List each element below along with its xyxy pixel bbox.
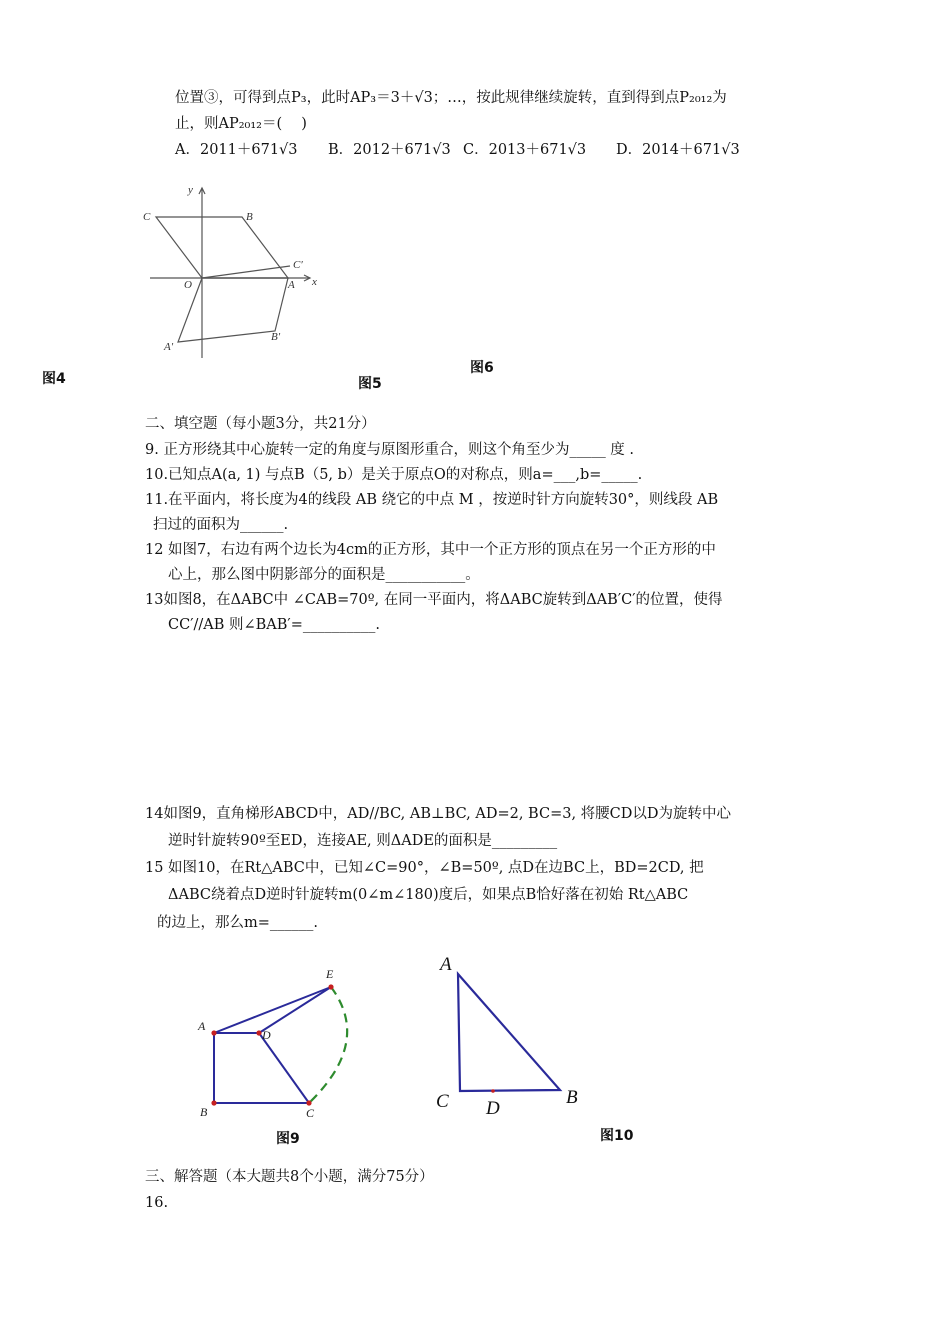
section2-title: 二、填空题（每小题3分，共21分） (145, 416, 376, 432)
q14-line1: 14如图9，直角梯形ABCD中，AD//BC, AB⊥BC, AD=2, BC=3, 将腰CD以D为旋转中心 (145, 806, 732, 822)
label-b-prime: B′ (271, 331, 281, 343)
point-c (306, 1100, 311, 1105)
label-c: C (143, 211, 151, 223)
q10: 10.已知点A(a, 1) 与点B（5, b）是关于原点O的对称点，则a=___,b=_____. (145, 467, 643, 483)
segment-dc (259, 1033, 309, 1103)
caption-fig4: 图4 (42, 371, 66, 387)
point-b (211, 1100, 216, 1105)
label-e: E (326, 967, 334, 981)
label-a: A (288, 279, 295, 291)
section3-title: 三、解答题（本大题共8个小题，满分75分） (145, 1169, 434, 1185)
q8-line2: 止，则AP₂₀₁₂＝( ) (175, 116, 307, 132)
q15-line2: ΔABC绕着点D逆时针旋转m(0∠m∠180)度后，如果点B恰好落在初始 Rt△ABC (168, 887, 689, 903)
label-y: y (188, 184, 193, 196)
triangle-abc (458, 974, 560, 1091)
q13-line2: CC′//AB 则∠BAB′=__________. (168, 617, 380, 633)
point-d (491, 1089, 495, 1093)
q13-line1: 13如图8，在ΔABC中 ∠CAB=70º, 在同一平面内，将ΔABC旋转到ΔAB′C′的位置，使得 (145, 592, 723, 608)
label-d: D (486, 1098, 500, 1119)
label-c: C (306, 1106, 315, 1120)
label-a-prime: A′ (164, 341, 174, 353)
point-e (328, 984, 333, 989)
figure-9-diagram (190, 960, 370, 1125)
label-d: D (262, 1028, 271, 1042)
label-b: B (200, 1105, 208, 1119)
caption-fig9: 图9 (276, 1131, 300, 1147)
segment-ae (214, 987, 331, 1033)
q8-option-b: B．2012＋671√3 (328, 142, 451, 158)
q16: 16. (145, 1195, 169, 1211)
q15-line1: 15 如图10，在Rt△ABC中，已知∠C=90°，∠B=50º, 点D在边BC上，BD=2CD, 把 (145, 860, 704, 876)
caption-fig10: 图10 (600, 1128, 634, 1144)
label-o: O (184, 279, 192, 291)
label-b: B (246, 211, 253, 223)
segment-oc-prime (202, 266, 290, 278)
figure-10-diagram (430, 950, 600, 1120)
figure-5-diagram (140, 180, 340, 370)
q12-line2: 心上，那么图中阴影部分的面积是___________。 (168, 567, 480, 583)
caption-fig5: 图5 (358, 376, 382, 392)
q8-option-a: A．2011＋671√3 (175, 142, 298, 158)
caption-fig6: 图6 (470, 360, 494, 376)
q11-line2: 扫过的面积为______. (153, 517, 289, 533)
point-a (211, 1030, 216, 1035)
label-b: B (566, 1087, 578, 1108)
rotation-arc (309, 987, 347, 1103)
label-c: C (436, 1091, 449, 1112)
label-x: x (312, 276, 317, 288)
q8-option-d: D．2014＋671√3 (616, 142, 740, 158)
label-c-prime: C′ (293, 259, 303, 271)
q12-line1: 12 如图7，右边有两个边长为4cm的正方形，其中一个正方形的顶点在另一个正方形的中 (145, 542, 716, 558)
q11-line1: 11.在平面内，将长度为4的线段 AB 绕它的中点 M ，按逆时针方向旋转30°，则线段 AB (145, 492, 719, 508)
q15-line3: 的边上，那么m=______. (157, 915, 319, 931)
label-a: A (198, 1019, 206, 1033)
label-a: A (440, 954, 452, 975)
q9: 9. 正方形绕其中心旋转一定的角度与原图形重合，则这个角至少为_____ 度 . (145, 442, 635, 458)
q14-line2: 逆时针旋转90º至ED，连接AE, 则ΔADE的面积是_________ (168, 833, 558, 849)
q8-line1: 位置③，可得到点P₃，此时AP₃＝3＋√3；…，按此规律继续旋转，直到得到点P₂₀₁₂为 (175, 90, 727, 106)
point-d (256, 1030, 261, 1035)
q8-option-c: C．2013＋671√3 (463, 142, 587, 158)
